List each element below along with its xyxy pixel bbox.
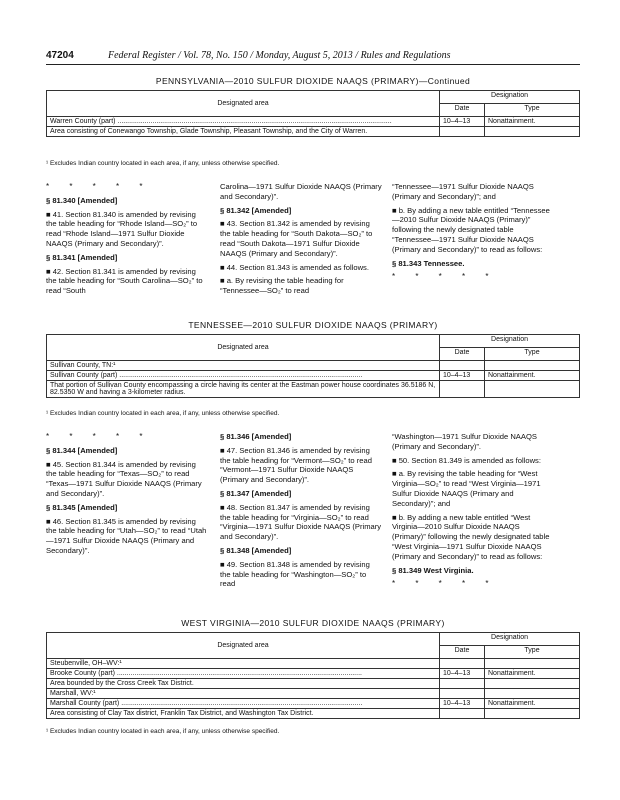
- amendment-paragraph: ■ b. By adding a new table entitled “Tennessee—2010 Sulfur Dioxide NAAQS (Primary)” following the newly designated table “Tennessee—1971 Sulfur Dioxide NAAQS (Primary and Secondary)” to read as follows:: [392, 205, 550, 254]
- amendment-paragraph: ■ 42. Section 81.341 is amended by revising the table heading for “South Carolina—SO₂” to read “South: [46, 266, 203, 296]
- table-row: [47, 117, 580, 127]
- table3-row4-type: Nonattainment.: [485, 699, 580, 709]
- amendment-paragraph: ■ 41. Section 81.340 is amended by revising the table heading for “Rhode Island—SO₂” to read “Rhode Island—1971 Sulfur Dioxide NAAQS (Primary and Secondary)”.: [46, 209, 198, 248]
- section-heading: § 81.344 [Amended]: [46, 445, 118, 455]
- section-heading: § 81.348 [Amended]: [220, 545, 292, 555]
- table2-col-date: Date: [440, 348, 485, 361]
- table3-row4-area: Marshall County (part) ............................................................................................................................: [47, 699, 440, 709]
- table2-col-type: Type: [485, 348, 580, 361]
- block2-column-1: [46, 432, 208, 560]
- table-row: [47, 381, 580, 398]
- table2-col-area: Designated area: [47, 335, 440, 361]
- table3-row2-desc: Area bounded by the Cross Creek Tax District.: [47, 679, 440, 689]
- page-number: 47204: [46, 50, 74, 61]
- table-row: [47, 709, 580, 719]
- table2-title: TENNESSEE—2010 SULFUR DIOXIDE NAAQS (PRIMARY): [188, 320, 438, 330]
- table3-footnote: ¹ Excludes Indian country located in each area, if any, unless otherwise specified.: [46, 728, 280, 735]
- table1: [46, 90, 580, 137]
- amendment-paragraph: ■ 47. Section 81.346 is amended by revising the table heading for “Vermont—SO₂” to read “Vermont—1971 Sulfur Dioxide NAAQS (Primary and Secondary)”.: [220, 445, 372, 485]
- table2: [46, 334, 580, 398]
- block2-column-3: [392, 432, 554, 593]
- table3-row4-desc: Area consisting of Clay Tax district, Franklin Tax District, and Washington Tax District.: [47, 709, 440, 719]
- table1-row1-type: Nonattainment.: [485, 117, 580, 127]
- table1-title: PENNSYLVANIA—2010 SULFUR DIOXIDE NAAQS (PRIMARY)—Continued: [155, 76, 471, 86]
- table1-col-area: Designated area: [47, 91, 440, 117]
- block1-column-1: [46, 182, 208, 300]
- table2-col-designation: Designation: [440, 335, 580, 348]
- table1-row1-area: Warren County (part) .............................................................................................................................................: [47, 117, 440, 127]
- stars-separator: * * * * *: [46, 432, 152, 441]
- amendment-paragraph: “Tennessee—1971 Sulfur Dioxide NAAQS (Primary and Secondary)”; and: [392, 182, 534, 201]
- section-heading: § 81.349 West Virginia.: [392, 565, 474, 575]
- page-header: [46, 50, 580, 62]
- table3-title: WEST VIRGINIA—2010 SULFUR DIOXIDE NAAQS (PRIMARY): [181, 618, 445, 628]
- table3-row3-area: Marshall, WV:¹: [47, 689, 440, 699]
- table-row: [47, 669, 580, 679]
- amendment-paragraph: ■ 48. Section 81.347 is amended by revising the table heading for “Virginia—SO₂” to read “Virginia—1971 Sulfur Dioxide NAAQS (Primary and Secondary)”.: [220, 502, 382, 542]
- table2-row2-desc: That portion of Sullivan County encompassing a circle having its center at the Eastman power house coordinates 36.5186 N, 82.5350 W and having a 3-kilometer radius.: [47, 381, 440, 398]
- table2-row2-area: Sullivan County (part) .............................................................................................................................: [47, 371, 440, 381]
- block1-column-2: [220, 182, 382, 300]
- table-row: [47, 659, 580, 669]
- table3-col-designation: Designation: [440, 633, 580, 646]
- table1-row1-desc: Area consisting of Conewango Township, Glade Township, Pleasant Township, and the City of Warren.: [47, 127, 440, 137]
- table3-row2-type: Nonattainment.: [485, 669, 580, 679]
- section-heading: § 81.343 Tennessee.: [392, 258, 465, 268]
- amendment-paragraph: ■ 49. Section 81.348 is amended by revising the table heading for “Washington—SO₂” to read: [220, 559, 370, 589]
- table3: [46, 632, 580, 719]
- amendment-paragraph: ■ 43. Section 81.342 is amended by revising the table heading for “South Dakota—SO₂” to read “South Dakota—1971 Sulfur Dioxide NAAQS (Primary and Secondary)”.: [220, 219, 373, 258]
- table-row: [47, 699, 580, 709]
- block2-column-2: [220, 432, 382, 593]
- amendment-paragraph: ■ a. By revising the table heading for “West Virginia—SO₂” to read “West Virginia—1971 Sulfur Dioxide NAAQS (Primary and Secondary)”; and: [392, 469, 541, 508]
- amendment-paragraph: ■ b. By adding a new table entitled “West Virginia—2010 Sulfur Dioxide NAAQS (Primary)” following the newly designated table “West Virginia—1971 Sulfur Dioxide NAAQS (Primary and Secondary)” to read as follows:: [392, 512, 550, 561]
- table2-row2-type: Nonattainment.: [485, 371, 580, 381]
- table2-row2-date: 10–4–13: [440, 371, 485, 381]
- table2-footnote: ¹ Excludes Indian country located in each area, if any, unless otherwise specified.: [46, 410, 280, 417]
- stars-separator: * * * * *: [46, 182, 152, 191]
- amendment-paragraph: ■ 44. Section 81.343 is amended as follows.: [220, 262, 369, 272]
- amendment-paragraph: “Washington—1971 Sulfur Dioxide NAAQS (Primary and Secondary)”.: [392, 432, 537, 451]
- table3-row2-area: Brooke County (part) ..............................................................................................................................: [47, 669, 440, 679]
- table-row: [47, 127, 580, 137]
- header-rule: [46, 64, 580, 65]
- table2-row1-area: Sullivan County, TN:¹: [47, 361, 440, 371]
- table1-row1-date: 10–4–13: [440, 117, 485, 127]
- section-heading: § 81.347 [Amended]: [220, 488, 292, 498]
- table1-col-date: Date: [440, 104, 485, 117]
- table3-row2-date: 10–4–13: [440, 669, 485, 679]
- stars-separator: * * * * *: [392, 272, 498, 282]
- table3-row1-area: Steubenville, OH–WV:¹: [47, 659, 440, 669]
- table1-col-designation: Designation: [440, 91, 580, 104]
- table3-col-type: Type: [485, 646, 580, 659]
- section-heading: § 81.342 [Amended]: [220, 205, 292, 215]
- section-heading: § 81.341 [Amended]: [46, 252, 118, 262]
- table1-footnote: ¹ Excludes Indian country located in each area, if any, unless otherwise specified.: [46, 160, 280, 167]
- section-heading: § 81.340 [Amended]: [46, 195, 118, 205]
- table-row: [47, 679, 580, 689]
- running-title: Federal Register / Vol. 78, No. 150 / Monday, August 5, 2013 / Rules and Regulations: [108, 50, 451, 61]
- amendment-paragraph: Carolina—1971 Sulfur Dioxide NAAQS (Primary and Secondary)”.: [220, 182, 382, 201]
- amendment-paragraph: ■ 45. Section 81.344 is amended by revising the table heading for “Texas—SO₂” to read “Texas—1971 Sulfur Dioxide NAAQS (Primary and Secondary)”.: [46, 459, 202, 498]
- table-row: [47, 689, 580, 699]
- table3-col-date: Date: [440, 646, 485, 659]
- stars-separator: * * * * *: [392, 579, 498, 589]
- block1-column-3: [392, 182, 554, 286]
- section-heading: § 81.346 [Amended]: [220, 432, 292, 441]
- section-heading: § 81.345 [Amended]: [46, 502, 118, 512]
- table-row: [47, 371, 580, 381]
- table3-row4-date: 10–4–13: [440, 699, 485, 709]
- amendment-paragraph: ■ 46. Section 81.345 is amended by revising the table heading for “Utah—SO₂” to read “Utah—1971 Sulfur Dioxide NAAQS (Primary and Secondary)”.: [46, 516, 207, 555]
- amendment-paragraph: ■ 50. Section 81.349 is amended as follows:: [392, 455, 541, 465]
- table3-col-area: Designated area: [47, 633, 440, 659]
- amendment-paragraph: ■ a. By revising the table heading for “Tennessee—SO₂” to read: [220, 276, 344, 296]
- table-row: [47, 361, 580, 371]
- table1-col-type: Type: [485, 104, 580, 117]
